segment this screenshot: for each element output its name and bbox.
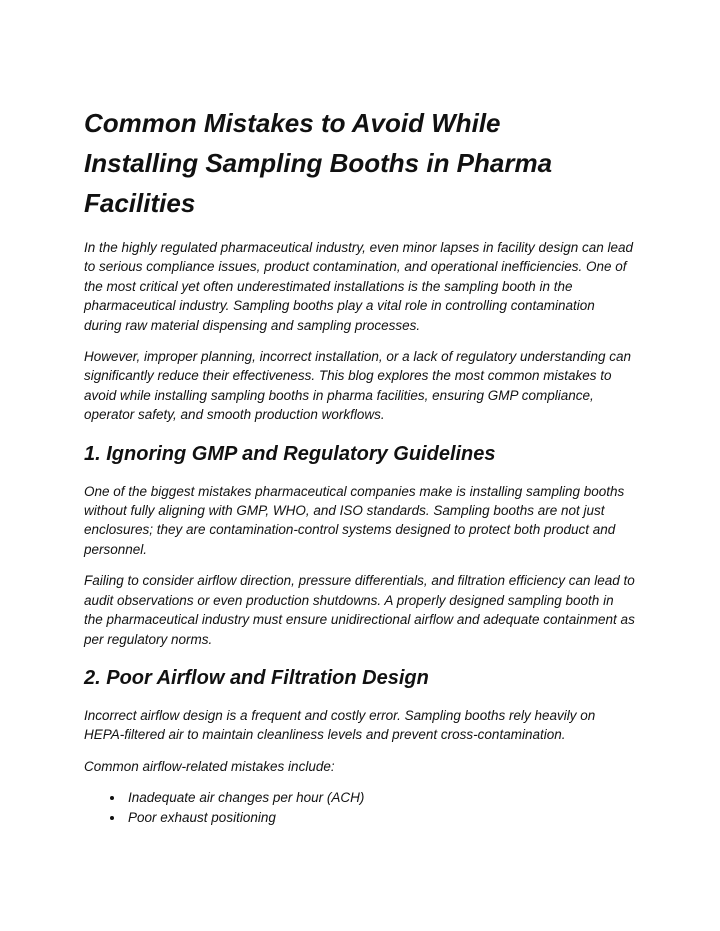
section-heading-2: 2. Poor Airflow and Filtration Design — [84, 666, 429, 689]
document-title: Common Mistakes to Avoid While Installing Sampling Booths in Pharma Facilities — [84, 108, 553, 218]
section-2-paragraph-1: Incorrect airflow design is a frequent and costly error. Sampling booths rely heavily on HEPA-filtered air to maintain cleanliness levels and prevent cross-contamination. — [84, 707, 596, 743]
section-2-paragraph-2: Common airflow-related mistakes include: — [84, 758, 335, 774]
list-item: • Poor exhaust positioning — [125, 808, 636, 828]
bullet-list — [84, 788, 636, 828]
intro-paragraph-1: In the highly regulated pharmaceutical industry, even minor lapses in facility design can lead to serious compliance issues, product contamination, and operational inefficiencies. One of the most critical yet often underestimated installations is the sampling booth in the pharmaceutical industry. Sampling booths play a vital role in controlling contamination during raw material dispensing and sampling processes. — [84, 240, 634, 333]
document-body — [84, 238, 636, 828]
section-heading-1: 1. Ignoring GMP and Regulatory Guidelines — [84, 442, 496, 465]
section-1-paragraph-2: Failing to consider airflow direction, pressure differentials, and filtration efficiency can lead to audit observations or even production shutdowns. A properly designed sampling booth in the pharmaceutical industry must ensure unidirectional airflow and adequate containment as per regulatory norms. — [84, 573, 635, 647]
list-item: • Inadequate air changes per hour (ACH) — [125, 788, 636, 808]
section-1-paragraph-1: One of the biggest mistakes pharmaceutical companies make is installing sampling booths without fully aligning with GMP, WHO, and ISO standards. Sampling booths are not just enclosures; they are contamination-control systems designed to protect both product and personnel. — [84, 483, 625, 557]
intro-paragraph-2: However, improper planning, incorrect installation, or a lack of regulatory understanding can significantly reduce their effectiveness. This blog explores the most common mistakes to avoid while installing sampling booths in pharma facilities, ensuring GMP compliance, operator safety, and smooth production workflows. — [84, 349, 632, 423]
